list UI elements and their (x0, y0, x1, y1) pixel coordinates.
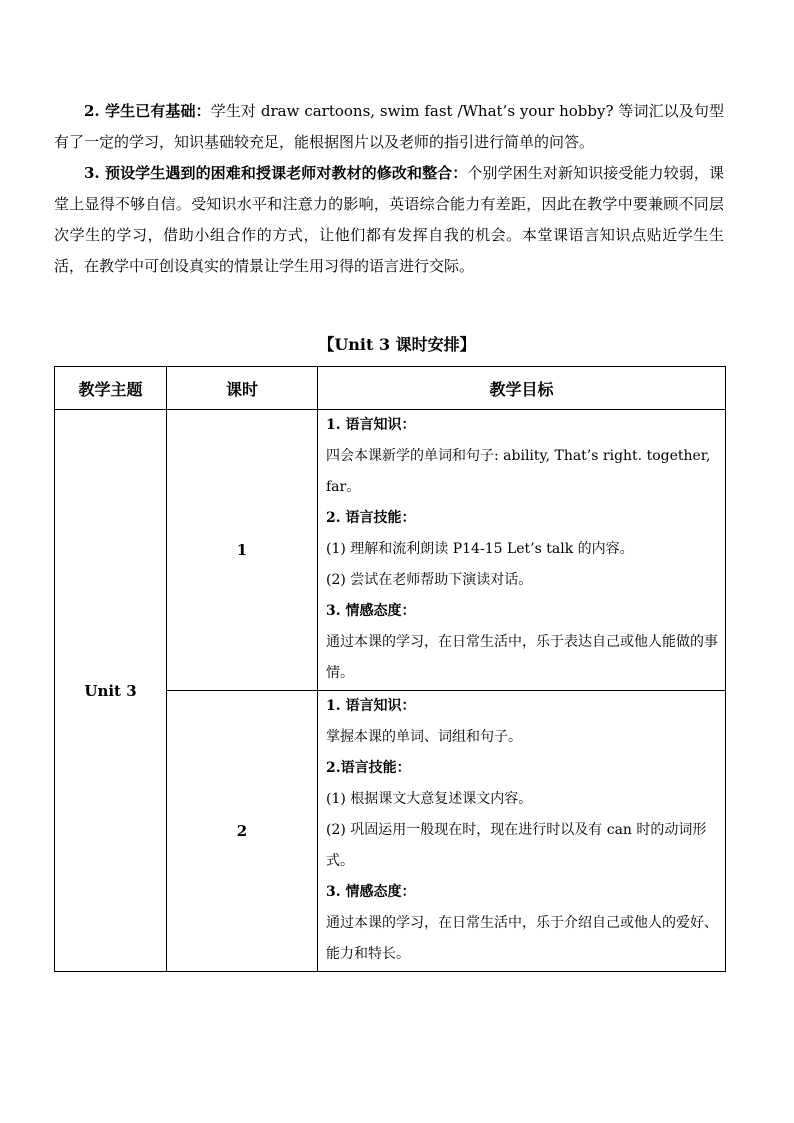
goal-line: (1) 理解和流利朗读 P14-15 Let’s talk 的内容。 (326, 541, 634, 557)
lesson-number-cell: 1 (167, 410, 318, 691)
goal-heading: 3. 情感态度： (326, 884, 416, 900)
topic-cell: Unit 3 (55, 410, 167, 972)
goal-line: (2) 巩固运用一般现在时，现在进行时以及有 can 时的动词形式。 (326, 822, 707, 869)
goal-heading: 2.语言技能： (326, 760, 411, 776)
paragraph-student-foundation (54, 96, 724, 158)
goal-heading: 1. 语言知识： (326, 698, 416, 714)
table-row (55, 410, 726, 691)
paragraph-difficulties (54, 158, 724, 282)
table-header-row (55, 367, 726, 410)
header-topic: 教学主题 (55, 367, 167, 410)
lesson-number-cell: 2 (167, 691, 318, 972)
goal-line: (1) 根据课文大意复述课文内容。 (326, 791, 533, 807)
goal-heading: 3. 情感态度： (326, 603, 416, 619)
goal-line: (2) 尝试在老师帮助下演读对话。 (326, 572, 533, 588)
goal-line: 掌握本课的单词、词组和句子。 (326, 729, 522, 745)
goal-line: 通过本课的学习，在日常生活中，乐于表达自己或他人能做的事情。 (326, 634, 718, 681)
goals-cell (318, 410, 726, 691)
goal-line: 通过本课的学习，在日常生活中，乐于介绍自己或他人的爱好、能力和特长。 (326, 915, 718, 962)
goal-line: 四会本课新学的单词和句子: ability, That’s right. together, far。 (326, 448, 711, 495)
paragraph-body: 学生对 draw cartoons, swim fast /What’s your hobby? 等词汇以及句型有了一定的学习，知识基础较充足，能根据图片以及老师的指引进行简单的问答。 (54, 102, 724, 151)
table-title: 【Unit 3 课时安排】 (318, 335, 476, 354)
paragraph-heading: 2. 学生已有基础： (84, 102, 211, 120)
lesson-schedule-table (54, 366, 726, 972)
goals-cell (318, 691, 726, 972)
goal-heading: 1. 语言知识： (326, 417, 416, 433)
header-lesson: 课时 (167, 367, 318, 410)
paragraph-heading: 3. 预设学生遇到的困难和授课老师对教材的修改和整合： (84, 164, 468, 182)
header-goals: 教学目标 (318, 367, 726, 410)
paragraph-body: 个别学困生对新知识接受能力较弱，课堂上显得不够自信。受知识水平和注意力的影响，英语综合能力有差距，因此在教学中要兼顾不同层次学生的学习，借助小组合作的方式，让他们都有发挥自我的机会。本堂课语言知识点贴近学生生活，在教学中可创设真实的情景让学生用习得的语言进行交际。 (54, 164, 724, 275)
goal-heading: 2. 语言技能： (326, 510, 416, 526)
